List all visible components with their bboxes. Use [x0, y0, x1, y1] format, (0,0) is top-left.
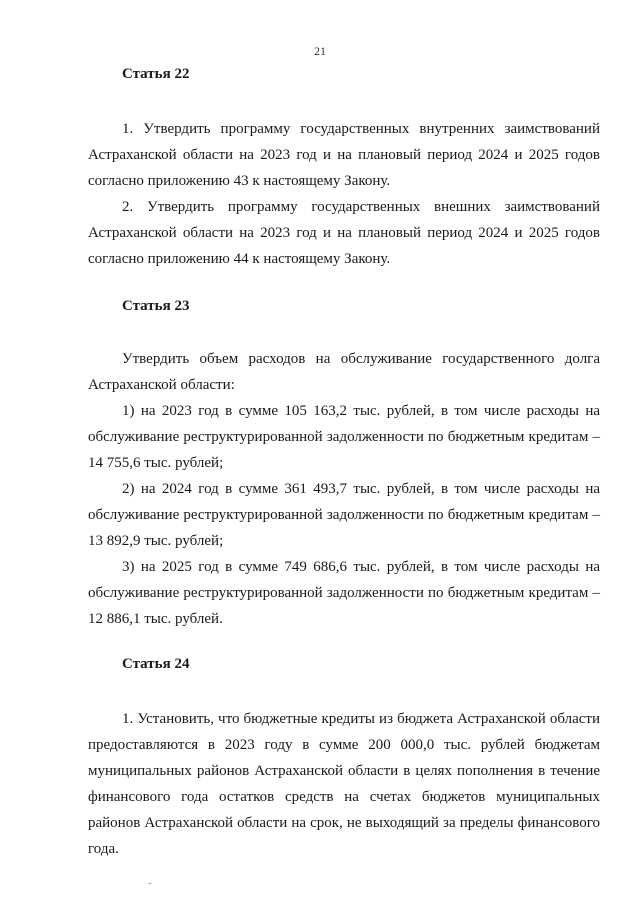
article-23-item-3: 3) на 2025 год в сумме 749 686,6 тыс. рублей, в том числе расходы на обслуживание реструктурированной задолженности по бюджетным кредитам – 12 886,1 тыс. рублей. [88, 559, 600, 627]
article-23-intro: Утвердить объем расходов на обслуживание государственного долга Астраханской области: [88, 351, 600, 393]
article-24-paragraph-1: 1. Установить, что бюджетные кредиты из бюджета Астраханской области предоставляются в 2023 году в сумме 200 000,0 тыс. рублей бюджетам муниципальных районов Астраханской области в целях пополнения в течение финансового года остатков средств на счетах бюджетов муниципальных районов Астраханской области на срок, не выходящий за пределы финансового года. [88, 711, 600, 857]
article-23-item-1: 1) на 2023 год в сумме 105 163,2 тыс. рублей, в том числе расходы на обслуживание реструктурированной задолженности по бюджетным кредитам – 14 755,6 тыс. рублей; [88, 403, 600, 471]
article-24-body [88, 706, 600, 862]
article-22-heading: Статья 22 [122, 66, 190, 82]
article-23-item-2: 2) на 2024 год в сумме 361 493,7 тыс. рублей, в том числе расходы на обслуживание реструктурированной задолженности по бюджетным кредитам – 13 892,9 тыс. рублей; [88, 481, 600, 549]
article-22-paragraph-2: 2. Утвердить программу государственных внешних заимствований Астраханской области на 2023 год и на плановый период 2024 и 2025 годов согласно приложению 44 к настоящему Закону. [88, 199, 600, 267]
article-23-heading: Статья 23 [122, 298, 190, 314]
page-number: 21 [314, 44, 326, 58]
article-22-body [88, 116, 600, 272]
article-24-heading: Статья 24 [122, 656, 190, 672]
article-23-body [88, 346, 600, 632]
scan-speck [149, 883, 151, 884]
article-22-paragraph-1: 1. Утвердить программу государственных внутренних заимствований Астраханской области на 2023 год и на плановый период 2024 и 2025 годов согласно приложению 43 к настоящему Закону. [88, 121, 600, 189]
